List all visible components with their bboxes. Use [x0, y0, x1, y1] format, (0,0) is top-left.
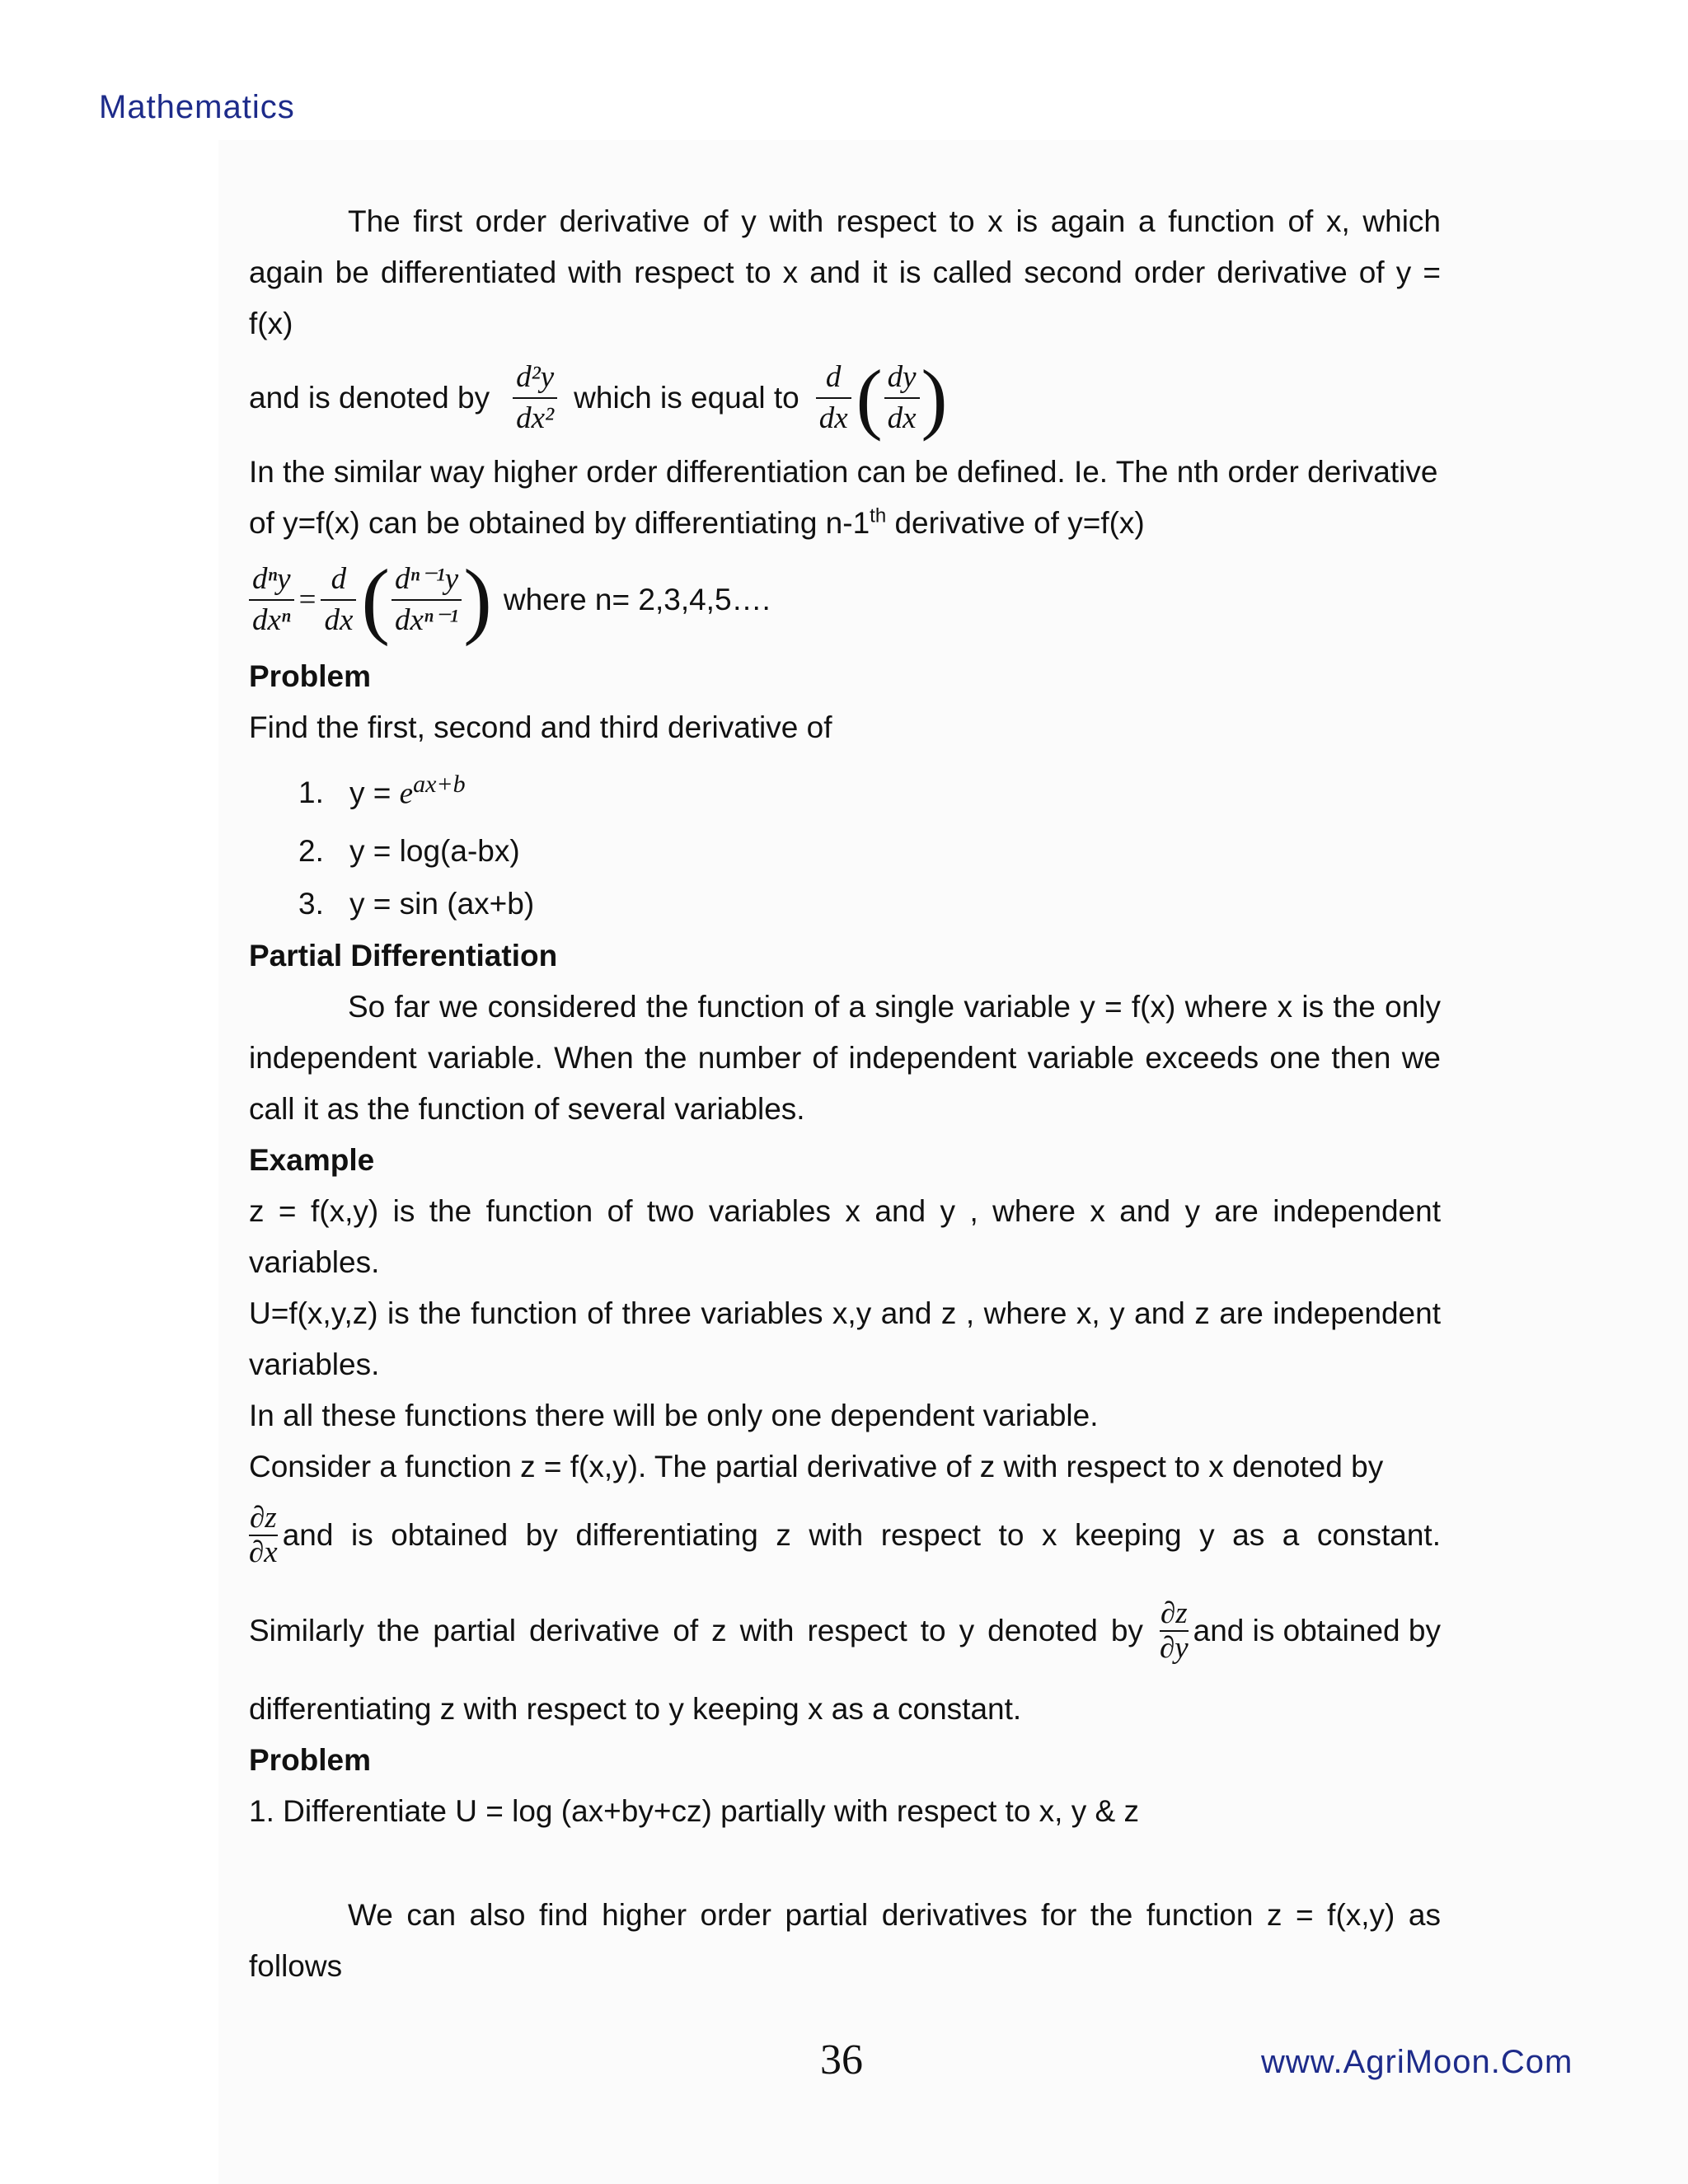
fraction-dny-dxn [249, 560, 294, 640]
example-three-variables: U=f(x,y,z) is the function of three variables x,y and z , where x, y and z are independent variables. [249, 1296, 1441, 1382]
list-item [249, 825, 1441, 878]
th-superscript: th [870, 504, 887, 527]
list-number: 3. [298, 887, 324, 921]
paragraph-higher-order-1: In the similar way higher order differentiation can be defined. Ie. The nth order derivative [249, 455, 1438, 489]
fraction-d-dx [816, 358, 851, 438]
math-e: e [399, 776, 414, 811]
list-item [249, 753, 1441, 825]
website-link[interactable]: www.AgriMoon.Com [1261, 2044, 1573, 2080]
document-body [249, 196, 1441, 1992]
fraction-numerator: d [321, 560, 356, 601]
fraction-numerator: dⁿy [249, 560, 294, 601]
higher-order-text: of y=f(x) can be obtained by differentiating n-1 [249, 506, 870, 540]
fraction-dz-dy [1160, 1597, 1189, 1665]
problem-heading: Problem [249, 659, 372, 693]
paragraph-several-variables: So far we considered the function of a single variable y = f(x) where x is the only independent variable. When the number of independent variable exceeds one then we call it as the function of several variables. [249, 990, 1441, 1127]
nth-derivative-equation [249, 549, 1441, 651]
fraction-d2y-dx2 [513, 358, 557, 438]
left-paren-icon: ( [361, 552, 391, 647]
list-number: 2. [298, 834, 324, 869]
left-paren-icon: ( [856, 354, 883, 442]
problem-item: 1. Differentiate U = log (ax+by+cz) partially with respect to x, y & z [249, 1794, 1139, 1829]
fraction-dy-dx [884, 358, 920, 438]
fraction-denominator: dx [324, 603, 354, 637]
fraction-denominator: ∂y [1159, 1631, 1189, 1666]
paragraph-second-order: The first order derivative of y with respect to x is again a function of x, which again be differentiated with respect to x and it is called second order derivative of y = f(x) [249, 204, 1441, 340]
partial-y-conclusion: differentiating z with respect to y keeping x as a constant. [249, 1692, 1022, 1727]
partial-y-line [249, 1578, 1441, 1684]
equals-sign: = [298, 583, 316, 616]
fraction-numerator: d²y [513, 358, 557, 399]
partial-y-text: Similarly the partial derivative of z with respect to y denoted by [249, 1614, 1143, 1648]
fraction-dz-dx [249, 1502, 278, 1569]
example-heading: Example [249, 1143, 375, 1178]
right-paren-icon: ) [921, 354, 948, 442]
page-number: 36 [820, 2036, 863, 2083]
paragraph-higher-order-2 [249, 498, 1441, 549]
dependent-variable-note: In all these functions there will be only one dependent variable. [249, 1399, 1099, 1433]
fraction-denominator: dx² [516, 401, 555, 435]
problem-heading-2: Problem [249, 1743, 372, 1778]
list-item [249, 878, 1441, 930]
second-derivative-notation [249, 349, 1441, 447]
list-text: y = log(a-bx) [349, 834, 520, 869]
example-two-variables: z = f(x,y) is the function of two variables x and y , where x and y are independent variables. [249, 1194, 1441, 1280]
fraction-d-dx [321, 560, 356, 640]
partial-differentiation-heading: Partial Differentiation [249, 939, 558, 973]
where-n-text: where n= 2,3,4,5…. [503, 583, 771, 616]
fraction-denominator: dxⁿ [252, 603, 291, 637]
higher-order-text-end: derivative of y=f(x) [886, 506, 1145, 540]
spacer [249, 1837, 1441, 1890]
fraction-numerator: ∂z [1160, 1596, 1188, 1631]
fraction-denominator: ∂x [249, 1535, 278, 1570]
partial-x-intro: Consider a function z = f(x,y). The partial derivative of z with respect to x denoted by [249, 1450, 1384, 1484]
exponent: ax+b [413, 771, 466, 798]
problem-list [249, 753, 1441, 930]
fraction-denominator: dxⁿ⁻¹ [395, 603, 459, 637]
right-paren-icon: ) [463, 552, 492, 647]
partial-x-text: and is obtained by differentiating z with respect to x keeping y as a constant. [282, 1518, 1441, 1553]
list-text: y = sin (ax+b) [349, 887, 535, 921]
fraction-numerator: dⁿ⁻¹y [392, 560, 462, 601]
list-text: y = [349, 776, 400, 810]
fraction-numerator: dy [884, 358, 920, 399]
closing-paragraph: We can also find higher order partial derivatives for the function z = f(x,y) as follows [249, 1898, 1441, 1984]
denoted-by-text: and is denoted by [249, 381, 490, 415]
fraction-numerator: d [816, 358, 851, 399]
list-number: 1. [298, 776, 324, 810]
fraction-numerator: ∂z [250, 1501, 277, 1535]
fraction-denominator: dx [818, 401, 848, 435]
fraction-dn1y-dxn1 [392, 560, 462, 640]
partial-y-text-end: and is obtained by [1193, 1614, 1441, 1648]
header-title: Mathematics [99, 89, 295, 125]
partial-x-line [249, 1493, 1441, 1578]
problem-intro: Find the first, second and third derivative of [249, 710, 832, 744]
which-equal-text: which is equal to [574, 381, 799, 415]
fraction-denominator: dx [887, 401, 917, 435]
